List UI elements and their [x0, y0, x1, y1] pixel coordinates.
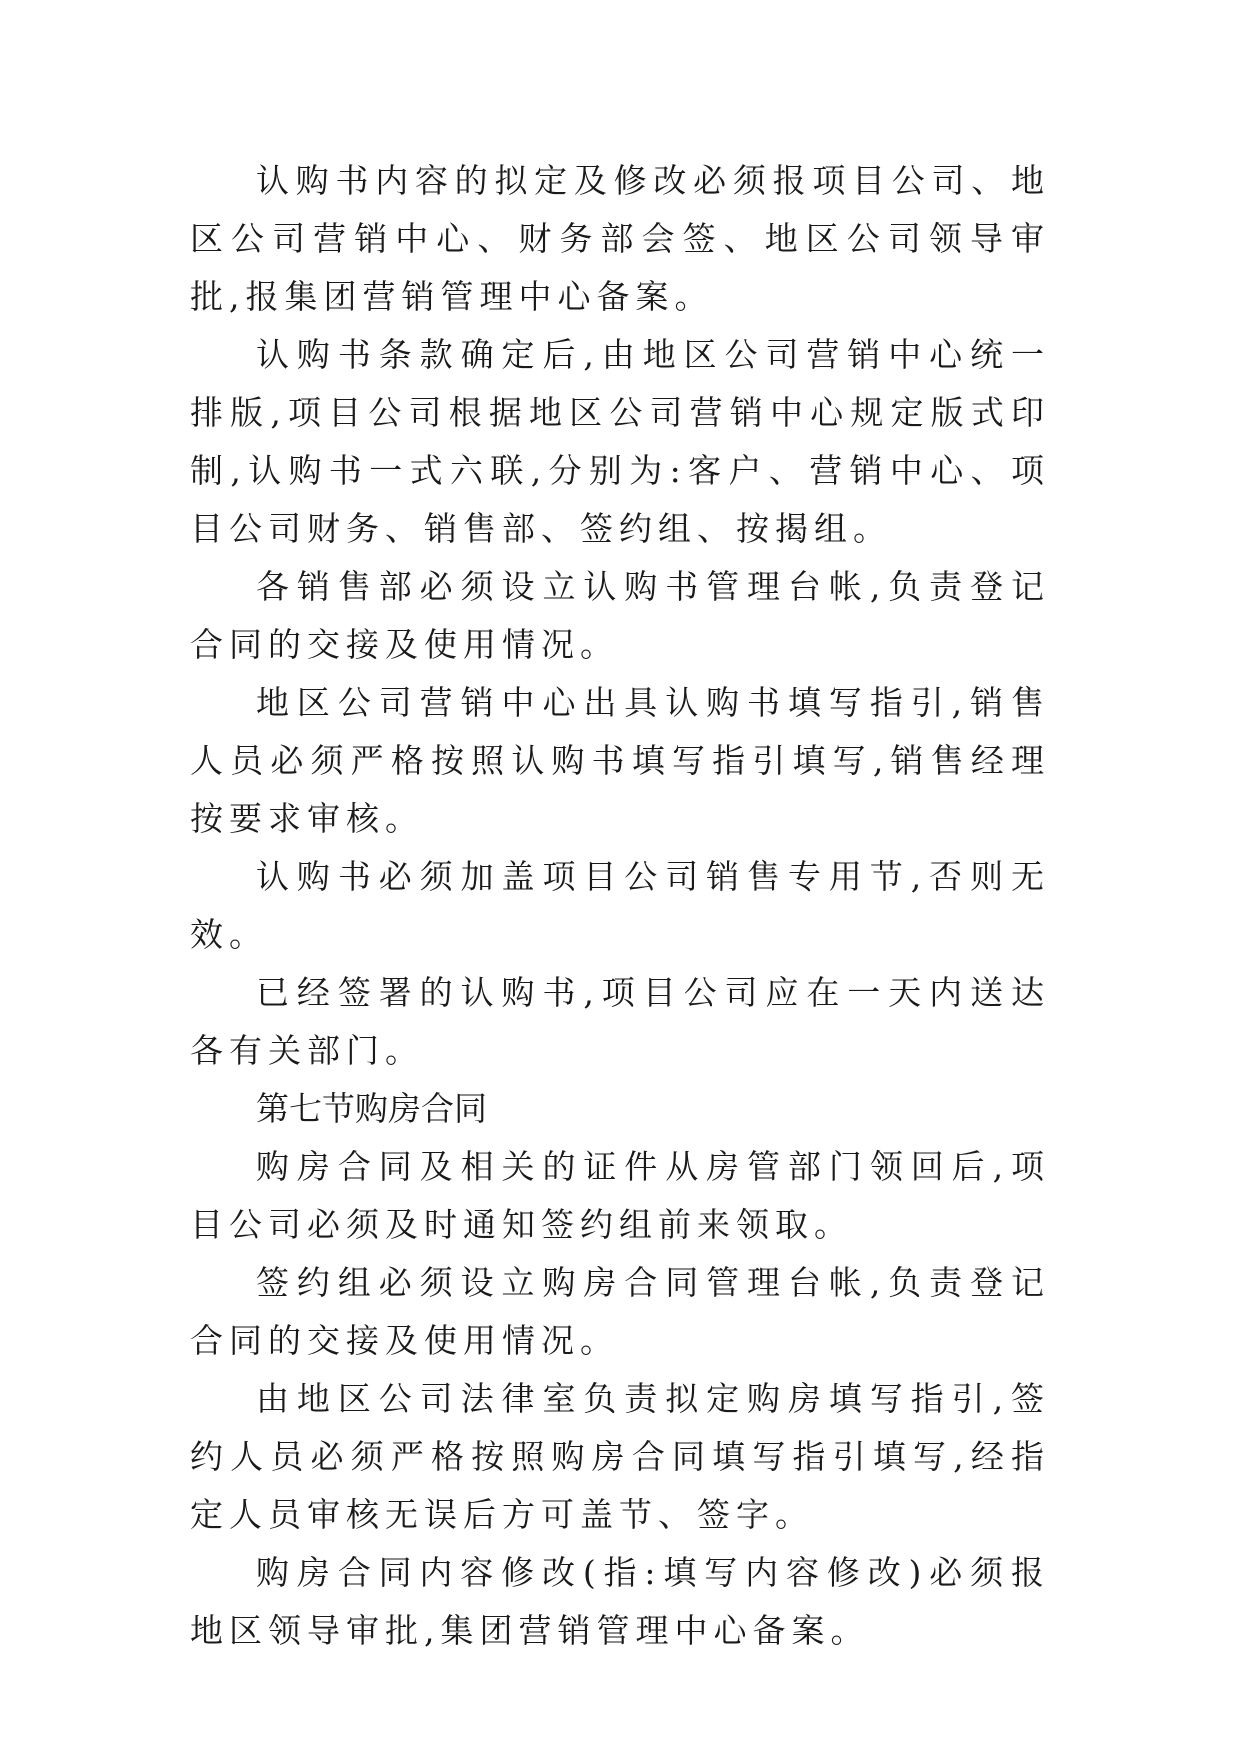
paragraph-contract-modification: 购房合同内容修改(指:填写内容修改)必须报地区领导审批,集团营销管理中心备案。 [190, 1553, 1050, 1650]
paragraph-subscription-delivery: 已经签署的认购书,项目公司应在一天内送达各有关部门。 [190, 973, 1050, 1070]
paragraph-contract-collection: 购房合同及相关的证件从房管部门领回后,项目公司必须及时通知签约组前来领取。 [190, 1147, 1050, 1244]
paragraph-subscription-layout: 认购书条款确定后,由地区公司营销中心统一排版,项目公司根据地区公司营销中心规定版式印制,认购书一式六联,分别为:客户、营销中心、项目公司财务、销售部、签约组、按揭组。 [190, 335, 1050, 548]
paragraph-subscription-ledger: 各销售部必须设立认购书管理台帐,负责登记合同的交接及使用情况。 [190, 567, 1050, 664]
paragraph-contract-guide: 由地区公司法律室负责拟定购房填写指引,签约人员必须严格按照购房合同填写指引填写,经指定人员审核无误后方可盖节、签字。 [190, 1379, 1050, 1534]
document-body [190, 152, 1050, 1660]
paragraph-contract-ledger: 签约组必须设立购房合同管理台帐,负责登记合同的交接及使用情况。 [190, 1263, 1050, 1360]
section-heading: 第七节购房合同 [256, 1089, 487, 1128]
paragraph-subscription-guide: 地区公司营销中心出具认购书填写指引,销售人员必须严格按照认购书填写指引填写,销售经理按要求审核。 [190, 683, 1050, 838]
paragraph-subscription-seal: 认购书必须加盖项目公司销售专用节,否则无效。 [190, 857, 1050, 954]
paragraph-subscription-drafting: 认购书内容的拟定及修改必须报项目公司、地区公司营销中心、财务部会签、地区公司领导审批,报集团营销管理中心备案。 [190, 161, 1050, 316]
